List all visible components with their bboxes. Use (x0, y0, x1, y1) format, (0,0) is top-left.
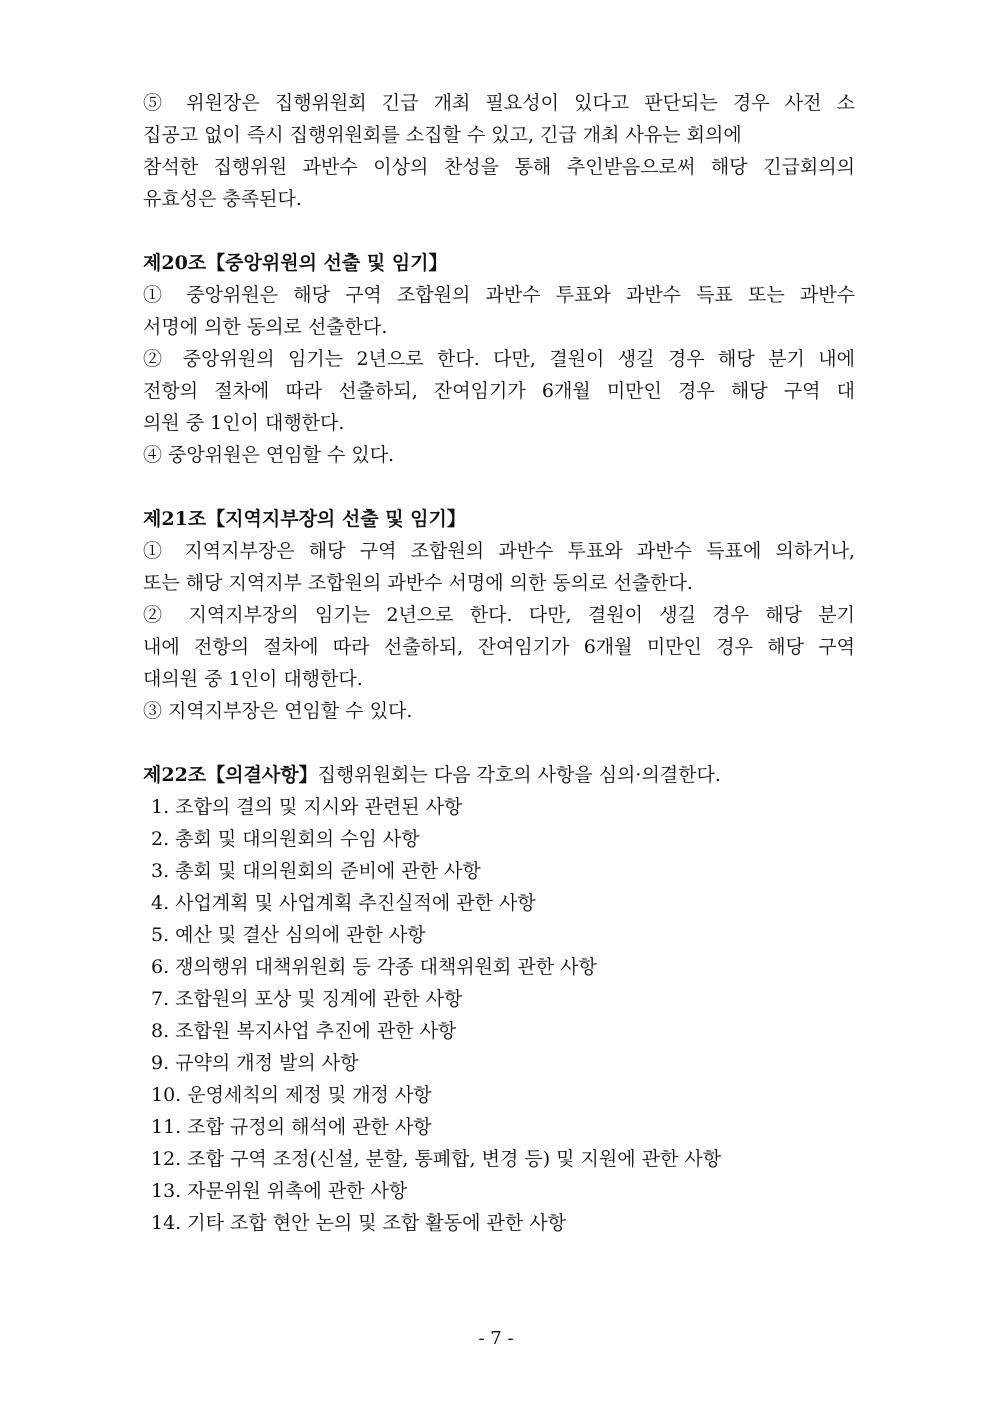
list-item: 14. 기타 조합 현안 논의 및 조합 활동에 관한 사항 (151, 1212, 566, 1234)
list-item: 3. 총회 및 대의원회의 준비에 관한 사항 (151, 860, 481, 882)
paragraph-line: ① 중앙위원은 해당 구역 조합원의 과반수 투표와 과반수 득표 또는 과반수 (143, 284, 855, 306)
list-item: 13. 자문위원 위촉에 관한 사항 (151, 1180, 408, 1202)
list-item: 10. 운영세칙의 제정 및 개정 사항 (151, 1084, 432, 1106)
paragraph-line: 또는 해당 지역지부 조합원의 과반수 서명에 의한 동의로 선출한다. (143, 572, 693, 594)
list-item: 8. 조합원 복지사업 추진에 관한 사항 (151, 1020, 457, 1042)
article-title: 제21조【지역지부장의 선출 및 임기】 (143, 508, 466, 530)
list-item: 4. 사업계획 및 사업계획 추진실적에 관한 사항 (151, 892, 536, 914)
page-number: - 7 - (478, 1328, 514, 1349)
article-title: 제22조【의결사항】 (143, 764, 318, 786)
paragraph-line: ⑤ 위원장은 집행위원회 긴급 개최 필요성이 있다고 판단되는 경우 사전 소 (143, 92, 855, 114)
list-item: 6. 쟁의행위 대책위원회 등 각종 대책위원회 관한 사항 (151, 956, 597, 978)
paragraph-line: 참석한 집행위원 과반수 이상의 찬성을 통해 추인받음으로써 해당 긴급회의의 (143, 156, 855, 178)
paragraph-line: 집공고 없이 즉시 집행위원회를 소집할 수 있고, 긴급 개최 사유는 회의에 (143, 124, 742, 146)
article-title: 제20조【중앙위원의 선출 및 임기】 (143, 252, 448, 274)
list-item: 2. 총회 및 대의원회의 수임 사항 (151, 828, 420, 850)
list-item: 11. 조합 규정의 해석에 관한 사항 (151, 1116, 432, 1138)
paragraph-line: 서명에 의한 동의로 선출한다. (143, 316, 388, 338)
list-item: 5. 예산 및 결산 심의에 관한 사항 (151, 924, 426, 946)
article-20-heading (143, 247, 448, 279)
paragraph-line: 전항의 절차에 따라 선출하되, 잔여임기가 6개월 미만인 경우 해당 구역 대 (143, 380, 855, 402)
list-item: 1. 조합의 결의 및 지시와 관련된 사항 (151, 796, 463, 818)
paragraph-line: ② 중앙위원의 임기는 2년으로 한다. 다만, 결원이 생길 경우 해당 분기 내에 (143, 348, 855, 370)
paragraph-line: 대의원 중 1인이 대행한다. (143, 668, 363, 690)
paragraph-line: ② 지역지부장의 임기는 2년으로 한다. 다만, 결원이 생길 경우 해당 분기 (143, 604, 855, 626)
article-22-heading (143, 759, 721, 791)
paragraph-line: 의원 중 1인이 대행한다. (143, 412, 345, 434)
paragraph-line: ③ 지역지부장은 연임할 수 있다. (143, 700, 413, 722)
paragraph-line: 유효성은 충족된다. (143, 188, 302, 210)
list-item: 7. 조합원의 포상 및 징계에 관한 사항 (151, 988, 463, 1010)
paragraph-line: ④ 중앙위원은 연임할 수 있다. (143, 444, 395, 466)
list-item: 9. 규약의 개정 발의 사항 (151, 1052, 359, 1074)
paragraph-line: 내에 전항의 절차에 따라 선출하되, 잔여임기가 6개월 미만인 경우 해당 구역 (143, 636, 855, 658)
list-item: 12. 조합 구역 조정(신설, 분할, 통폐합, 변경 등) 및 지원에 관한 사항 (151, 1148, 722, 1170)
article-21-heading (143, 503, 466, 535)
article-intro-text: 집행위원회는 다음 각호의 사항을 심의·의결한다. (317, 764, 721, 786)
paragraph-line: ① 지역지부장은 해당 구역 조합원의 과반수 투표와 과반수 득표에 의하거나, (143, 540, 855, 562)
